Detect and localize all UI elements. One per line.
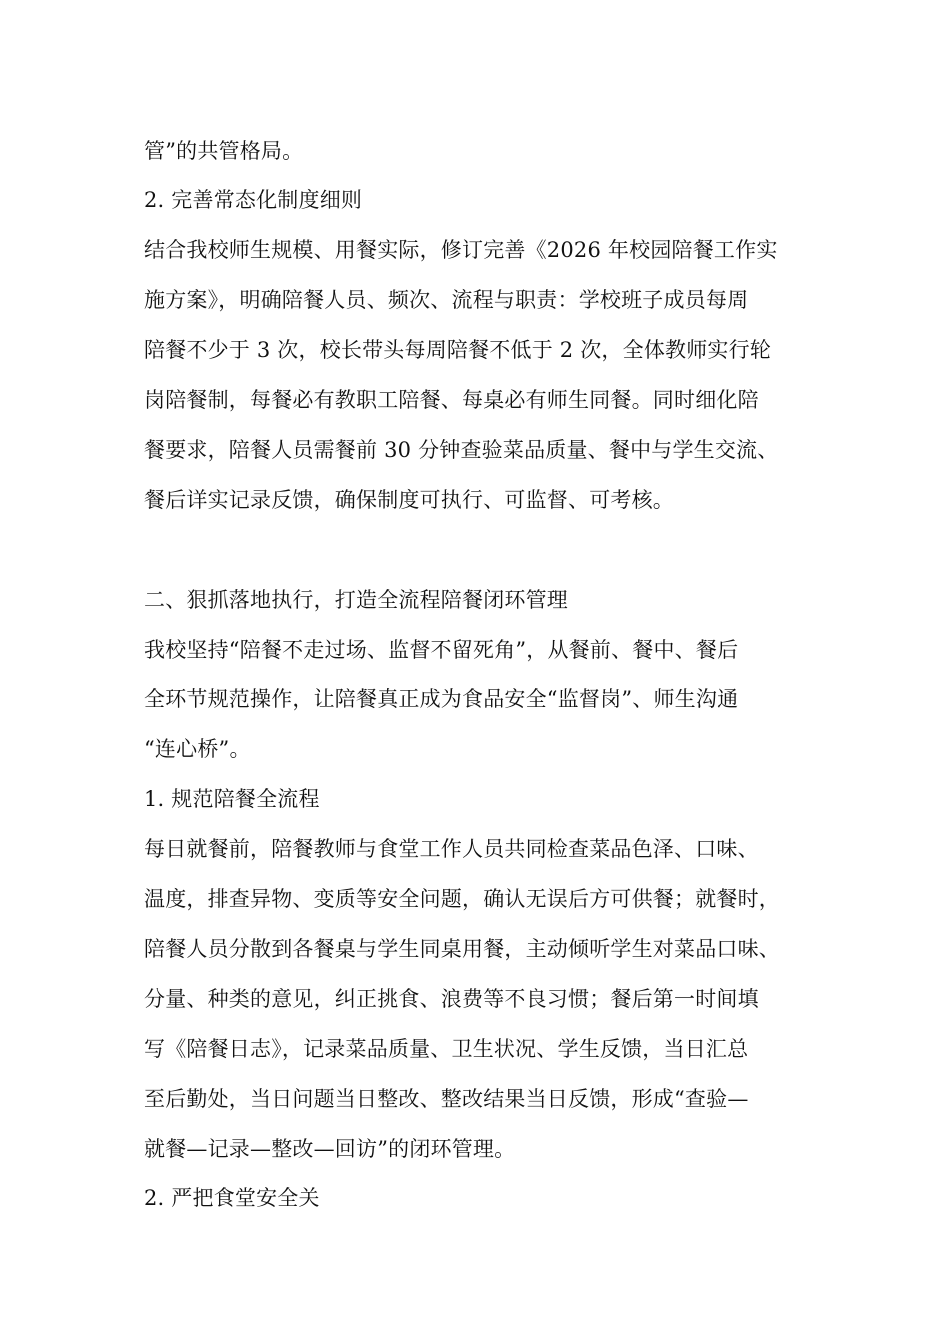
text-line: 管”的共管格局。 xyxy=(144,139,304,163)
text-line: 至后勤处，当日问题当日整改、整改结果当日反馈，形成“查验— xyxy=(144,1087,749,1111)
text-line: 每日就餐前，陪餐教师与食堂工作人员共同检查菜品色泽、口味、 xyxy=(144,837,759,861)
section-heading: 2. 完善常态化制度细则 xyxy=(144,188,363,212)
text-line: “连心桥”。 xyxy=(144,737,251,761)
text-line: 陪餐不少于 3 次，校长带头每周陪餐不低于 2 次，全体教师实行轮 xyxy=(144,338,772,362)
text-line: 施方案》，明确陪餐人员、频次、流程与职责：学校班子成员每周 xyxy=(144,288,749,312)
text-line: 就餐—记录—整改—回访”的闭环管理。 xyxy=(144,1137,516,1161)
text-line: 岗陪餐制，每餐必有教职工陪餐、每桌必有师生同餐。同时细化陪 xyxy=(144,388,759,412)
section-heading: 2. 严把食堂安全关 xyxy=(144,1186,320,1210)
text-line: 写《陪餐日志》，记录菜品质量、卫生状况、学生反馈，当日汇总 xyxy=(144,1037,749,1061)
text-line: 分量、种类的意见，纠正挑食、浪费等不良习惯；餐后第一时间填 xyxy=(144,987,759,1011)
text-line: 餐要求，陪餐人员需餐前 30 分钟查验菜品质量、餐中与学生交流、 xyxy=(144,438,779,462)
text-line: 结合我校师生规模、用餐实际，修订完善《2026 年校园陪餐工作实 xyxy=(144,238,778,262)
section-heading: 1. 规范陪餐全流程 xyxy=(144,787,320,811)
section-heading: 二、狠抓落地执行，打造全流程陪餐闭环管理 xyxy=(144,588,568,612)
text-line: 陪餐人员分散到各餐桌与学生同桌用餐，主动倾听学生对菜品口味、 xyxy=(144,937,780,961)
text-line: 全环节规范操作，让陪餐真正成为食品安全“监督岗”、师生沟通 xyxy=(144,687,739,711)
text-line: 温度，排查异物、变质等安全问题，确认无误后方可供餐；就餐时， xyxy=(144,887,780,911)
text-line: 餐后详实记录反馈，确保制度可执行、可监督、可考核。 xyxy=(144,488,674,512)
text-line: 我校坚持“陪餐不走过场、监督不留死角”，从餐前、餐中、餐后 xyxy=(144,638,739,662)
